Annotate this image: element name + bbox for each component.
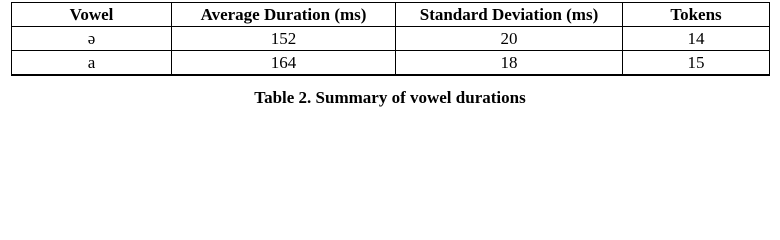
cell-standard-deviation: 18 xyxy=(396,51,623,76)
table-row xyxy=(12,27,770,51)
cell-standard-deviation: 20 xyxy=(396,27,623,51)
vowel-duration-table xyxy=(11,2,770,76)
cell-average-duration: 164 xyxy=(172,51,396,76)
header-tokens: Tokens xyxy=(623,3,770,27)
header-standard-deviation: Standard Deviation (ms) xyxy=(396,3,623,27)
table-caption: Table 2. Summary of vowel durations xyxy=(254,88,526,107)
cell-average-duration: 152 xyxy=(172,27,396,51)
header-vowel: Vowel xyxy=(12,3,172,27)
table-row xyxy=(12,51,770,76)
cell-vowel: ə xyxy=(12,27,172,51)
cell-vowel: a xyxy=(12,51,172,76)
cell-tokens: 14 xyxy=(623,27,770,51)
header-average-duration: Average Duration (ms) xyxy=(172,3,396,27)
table-header-row xyxy=(12,3,770,27)
cell-tokens: 15 xyxy=(623,51,770,76)
